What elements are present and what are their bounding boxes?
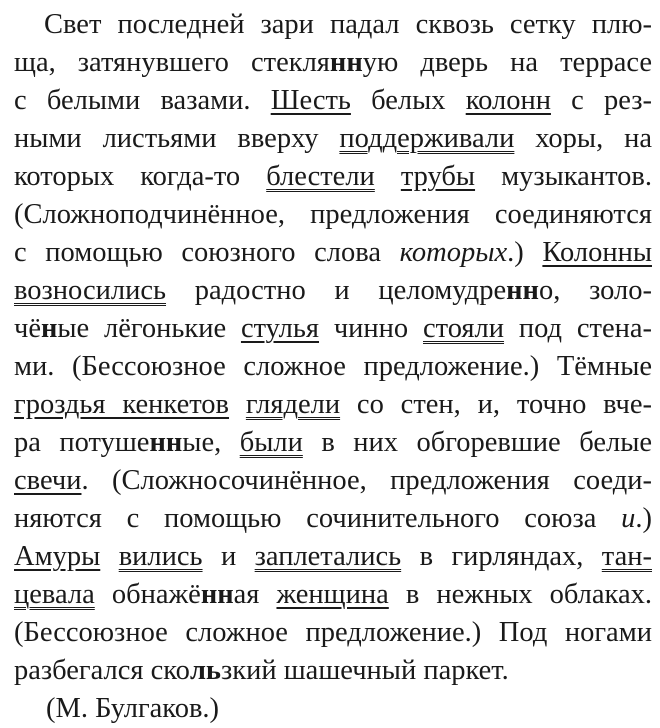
predicate-word: цевала	[14, 579, 95, 610]
text-span: ую дверь на террасе	[362, 47, 652, 78]
subject-word: трубы	[400, 161, 476, 192]
predicate-word: возносились	[14, 275, 167, 306]
text-line-1	[14, 6, 652, 44]
text-span: .)	[635, 503, 652, 534]
predicate-word: вились	[118, 541, 203, 572]
text-span: . (Сложносочинённое, предложения соеди-	[81, 465, 652, 496]
text-line-10	[14, 348, 652, 386]
text-line-18	[14, 652, 652, 690]
text-span: в них обгоревшие белые	[302, 427, 652, 458]
text-span: (Сложноподчинённое, предложения соединяются	[14, 199, 652, 230]
text-span: в гирляндах,	[401, 541, 602, 572]
text-span: ми. (Бессоюзное сложное предложение.) Тёмные	[14, 351, 652, 382]
subject-word: свечи	[14, 465, 82, 496]
text-span: под стена-	[504, 313, 652, 344]
text-span: с белыми вазами.	[14, 85, 271, 116]
text-span: о, золо-	[538, 275, 652, 306]
text-line-15	[14, 538, 652, 576]
text-line-12	[14, 424, 652, 462]
text-span: Свет последней зари падал сквозь сетку плю-	[44, 9, 652, 40]
bold-letters: н	[40, 313, 58, 344]
text-line-17	[14, 614, 652, 652]
predicate-word: поддерживали	[339, 123, 515, 154]
text-span	[100, 541, 118, 572]
text-line-9	[14, 310, 652, 348]
subject-word: Колонны	[542, 237, 652, 268]
text-line-16	[14, 576, 652, 614]
text-line-3	[14, 82, 652, 120]
text-line-4	[14, 120, 652, 158]
subject-word: стулья	[240, 313, 320, 344]
subject-word: гроздья кенкетов	[14, 389, 230, 420]
author-attribution	[46, 690, 652, 728]
predicate-word: тан-	[601, 541, 652, 572]
predicate-word: стояли	[423, 313, 505, 344]
text-span: музыкантов.	[475, 161, 652, 192]
text-span: и	[202, 541, 255, 572]
text-span: чинно	[319, 313, 423, 344]
subject-word: колонн	[465, 85, 551, 116]
text-line-2	[14, 44, 652, 82]
text-span: ые лёгонькие	[57, 313, 241, 344]
bold-letters: нн	[149, 427, 183, 458]
text-line-8	[14, 272, 652, 310]
text-span: хоры, на	[514, 123, 652, 154]
italic-word: и	[621, 503, 636, 534]
text-span: зкий шашечный паркет.	[221, 655, 509, 686]
text-span: обнажё	[94, 579, 201, 610]
text-span: ра потуше	[14, 427, 150, 458]
bold-letters: нн	[200, 579, 234, 610]
subject-word: Шесть	[270, 85, 351, 116]
text-span	[229, 389, 246, 420]
text-span: ая	[233, 579, 277, 610]
text-span: с рез-	[550, 85, 652, 116]
text-span: ые,	[182, 427, 240, 458]
subject-word: женщина	[276, 579, 389, 610]
text-span: со стен, и, точно вче-	[340, 389, 653, 420]
text-line-5	[14, 158, 652, 196]
text-span: (М. Булгаков.)	[46, 693, 220, 724]
text-line-14	[14, 500, 652, 538]
text-span	[375, 161, 401, 192]
text-span: разбегался ско	[14, 655, 190, 686]
subject-word: Амуры	[14, 541, 101, 572]
text-span: радостно и целомудре	[166, 275, 507, 306]
text-line-7	[14, 234, 652, 272]
text-span: ными листьями вверху	[14, 123, 340, 154]
text-line-13	[14, 462, 652, 500]
predicate-word: заплетались	[254, 541, 402, 572]
text-span: которых когда-то	[14, 161, 267, 192]
text-span: (Бессоюзное сложное предложение.) Под ногами	[14, 617, 652, 648]
predicate-word: глядели	[245, 389, 341, 420]
bold-letters: нн	[506, 275, 539, 306]
text-span: няются с помощью сочинительного союза	[14, 503, 622, 534]
predicate-word: были	[239, 427, 303, 458]
text-span: с помощью союзного слова	[14, 237, 400, 268]
predicate-word: блестели	[266, 161, 375, 192]
text-line-11	[14, 386, 652, 424]
text-line-6	[14, 196, 652, 234]
bold-letters: ль	[189, 655, 221, 686]
bold-letters: нн	[329, 47, 363, 78]
text-span: ща, затянувшего стекля	[14, 47, 330, 78]
text-span: в нежных облаках.	[388, 579, 652, 610]
text-span: .)	[507, 237, 543, 268]
italic-word: которых	[399, 237, 508, 268]
text-span: белых	[350, 85, 466, 116]
text-span: чё	[14, 313, 41, 344]
